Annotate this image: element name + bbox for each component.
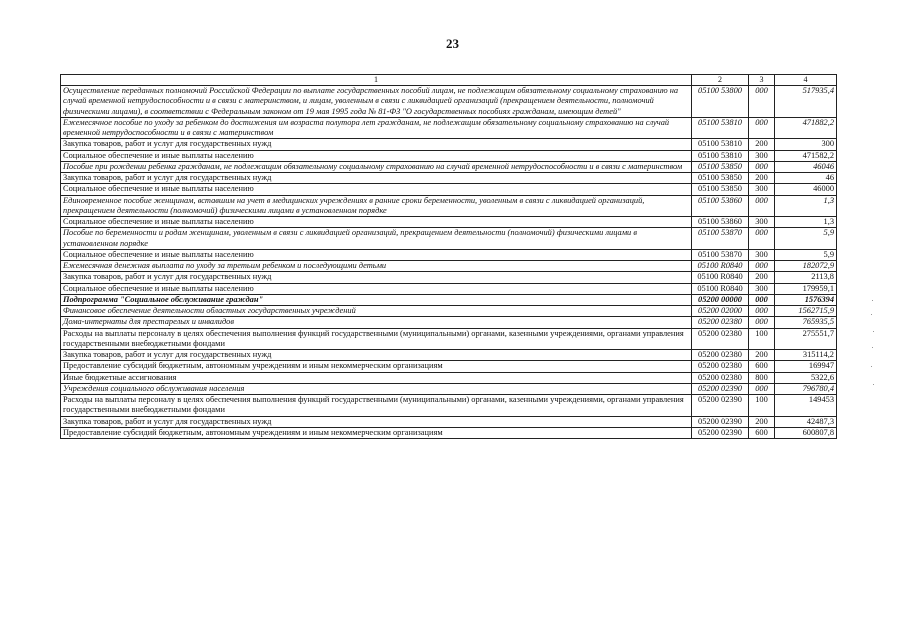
row-expense-type: 200 <box>749 416 775 427</box>
row-amount: 600807,8 <box>775 427 837 438</box>
row-code: 05200 02000 <box>692 306 749 317</box>
table-row <box>61 195 837 217</box>
table-row <box>61 228 837 250</box>
row-amount: 765935,5 <box>775 317 837 328</box>
row-name: Учреждения социального обслуживания населения <box>61 383 692 394</box>
row-amount: 149453 <box>775 395 837 417</box>
row-code: 05200 02390 <box>692 395 749 417</box>
table-row <box>61 272 837 283</box>
row-expense-type: 200 <box>749 139 775 150</box>
row-amount: 2113,8 <box>775 272 837 283</box>
row-name: Расходы на выплаты персоналу в целях обеспечения выполнения функций государственными (муниципальными) органами, казенными учреждениями, органами управления государственными внебюджетными фондами <box>61 328 692 350</box>
table-row <box>61 139 837 150</box>
table-row <box>61 117 837 139</box>
row-amount: 471882,2 <box>775 117 837 139</box>
table-row <box>61 317 837 328</box>
row-name: Закупка товаров, работ и услуг для государственных нужд <box>61 139 692 150</box>
row-code: 05100 53810 <box>692 139 749 150</box>
row-code: 05100 R0840 <box>692 261 749 272</box>
row-amount: 517935,4 <box>775 86 837 118</box>
row-expense-type: 600 <box>749 361 775 372</box>
row-code: 05200 02390 <box>692 416 749 427</box>
row-name: Иные бюджетные ассигнования <box>61 372 692 383</box>
table-body <box>61 86 837 439</box>
table-row <box>61 86 837 118</box>
row-expense-type: 000 <box>749 228 775 250</box>
row-expense-type: 000 <box>749 86 775 118</box>
row-code: 05100 53850 <box>692 161 749 172</box>
row-name: Социальное обеспечение и иные выплаты населению <box>61 150 692 161</box>
row-amount: 182072,9 <box>775 261 837 272</box>
row-code: 05200 02380 <box>692 372 749 383</box>
row-expense-type: 000 <box>749 383 775 394</box>
table-row <box>61 261 837 272</box>
table-row <box>61 372 837 383</box>
table-row <box>61 173 837 184</box>
row-amount: 1,3 <box>775 195 837 217</box>
row-name: Единовременное пособие женщинам, вставшим на учет в медицинских учреждениях в ранние сроки беременности, уволенным в связи с ликвидацией организаций, прекращением деятельности (полномочий) физическими лицами в установленном порядке <box>61 195 692 217</box>
table-row <box>61 350 837 361</box>
row-code: 05200 02380 <box>692 350 749 361</box>
header-row <box>61 75 837 86</box>
row-expense-type: 000 <box>749 161 775 172</box>
row-amount: 46 <box>775 173 837 184</box>
row-expense-type: 200 <box>749 173 775 184</box>
row-name: Социальное обеспечение и иные выплаты населению <box>61 283 692 294</box>
page-number: 23 <box>446 36 459 51</box>
row-amount: 1,3 <box>775 217 837 228</box>
row-code: 05100 53860 <box>692 217 749 228</box>
row-expense-type: 000 <box>749 317 775 328</box>
row-name: Закупка товаров, работ и услуг для государственных нужд <box>61 272 692 283</box>
row-name: Социальное обеспечение и иные выплаты населению <box>61 249 692 260</box>
row-expense-type: 300 <box>749 184 775 195</box>
scan-noise <box>871 300 875 390</box>
row-amount: 315114,2 <box>775 350 837 361</box>
row-code: 05100 53800 <box>692 86 749 118</box>
row-amount: 46000 <box>775 184 837 195</box>
header-col-1: 1 <box>61 75 692 86</box>
row-name: Пособие при рождении ребенка гражданам, не подлежащим обязательному социальному страхованию на случай временной нетрудоспособности и в связи с материнством <box>61 161 692 172</box>
row-code: 05200 02390 <box>692 427 749 438</box>
row-name: Расходы на выплаты персоналу в целях обеспечения выполнения функций государственными (муниципальными) органами, казенными учреждениями, органами управления государственными внебюджетными фондами <box>61 395 692 417</box>
table-row <box>61 184 837 195</box>
row-code: 05200 02380 <box>692 328 749 350</box>
row-expense-type: 000 <box>749 261 775 272</box>
row-code: 05100 R0840 <box>692 283 749 294</box>
row-expense-type: 000 <box>749 195 775 217</box>
row-code: 05200 00000 <box>692 294 749 305</box>
row-name: Закупка товаров, работ и услуг для государственных нужд <box>61 350 692 361</box>
row-amount: 46046 <box>775 161 837 172</box>
row-amount: 5322,6 <box>775 372 837 383</box>
row-expense-type: 100 <box>749 328 775 350</box>
table-row <box>61 306 837 317</box>
row-amount: 1576394 <box>775 294 837 305</box>
row-code: 05100 53870 <box>692 228 749 250</box>
table-row <box>61 383 837 394</box>
row-expense-type: 100 <box>749 395 775 417</box>
row-expense-type: 000 <box>749 306 775 317</box>
row-code: 05100 53870 <box>692 249 749 260</box>
row-expense-type: 300 <box>749 217 775 228</box>
row-name: Дома-интернаты для престарелых и инвалидов <box>61 317 692 328</box>
table-row <box>61 328 837 350</box>
row-amount: 471582,2 <box>775 150 837 161</box>
table-row <box>61 416 837 427</box>
row-name: Ежемесячное пособие по уходу за ребенком до достижения им возраста полутора лет гражданам, не подлежащим обязательному социальному страхованию на случай временной нетрудоспособности и в связи с материнством <box>61 117 692 139</box>
header-col-3: 3 <box>749 75 775 86</box>
row-amount: 5,9 <box>775 228 837 250</box>
row-code: 05200 02390 <box>692 383 749 394</box>
row-code: 05200 02380 <box>692 317 749 328</box>
row-code: 05100 R0840 <box>692 272 749 283</box>
budget-table <box>60 74 837 439</box>
row-amount: 275551,7 <box>775 328 837 350</box>
row-code: 05100 53860 <box>692 195 749 217</box>
row-code: 05100 53810 <box>692 117 749 139</box>
row-amount: 42487,3 <box>775 416 837 427</box>
row-name: Социальное обеспечение и иные выплаты населению <box>61 217 692 228</box>
row-expense-type: 000 <box>749 117 775 139</box>
row-name: Социальное обеспечение и иные выплаты населению <box>61 184 692 195</box>
table-row <box>61 427 837 438</box>
row-code: 05100 53810 <box>692 150 749 161</box>
row-code: 05100 53850 <box>692 173 749 184</box>
row-expense-type: 200 <box>749 272 775 283</box>
table-row <box>61 249 837 260</box>
row-amount: 796780,4 <box>775 383 837 394</box>
row-name: Ежемесячная денежная выплата по уходу за третьим ребенком и последующими детьми <box>61 261 692 272</box>
row-name: Финансовое обеспечение деятельности областных государственных учреждений <box>61 306 692 317</box>
table-row <box>61 283 837 294</box>
row-expense-type: 200 <box>749 350 775 361</box>
row-name: Осуществление переданных полномочий Российской Федерации по выплате государственных пособий лицам, не подлежащим обязательному социальному страхованию на случай временной нетрудоспособности и в связи с материнством, и лицам, уволенным в связи с ликвидацией организаций (прекращением деятельности, полномочий физическими лицами), в соответствии с Федеральным законом от 19 мая 1995 года № 81-ФЗ "О государственных пособиях гражданам, имеющим детей" <box>61 86 692 118</box>
row-expense-type: 300 <box>749 249 775 260</box>
row-code: 05200 02380 <box>692 361 749 372</box>
table-row <box>61 217 837 228</box>
row-amount: 179959,1 <box>775 283 837 294</box>
row-code: 05100 53850 <box>692 184 749 195</box>
table-row <box>61 161 837 172</box>
header-col-4: 4 <box>775 75 837 86</box>
row-expense-type: 300 <box>749 283 775 294</box>
header-col-2: 2 <box>692 75 749 86</box>
row-amount: 300 <box>775 139 837 150</box>
row-expense-type: 600 <box>749 427 775 438</box>
row-expense-type: 800 <box>749 372 775 383</box>
row-amount: 1562715,9 <box>775 306 837 317</box>
row-name: Закупка товаров, работ и услуг для государственных нужд <box>61 173 692 184</box>
row-name: Предоставление субсидий бюджетным, автономным учреждениям и иным некоммерческим организациям <box>61 361 692 372</box>
row-expense-type: 000 <box>749 294 775 305</box>
table-row <box>61 150 837 161</box>
table-row <box>61 294 837 305</box>
row-name: Пособие по беременности и родам женщинам, уволенным в связи с ликвидацией организаций, прекращением деятельности (полномочий) физическими лицами в установленном порядке <box>61 228 692 250</box>
table-row <box>61 395 837 417</box>
row-name: Подпрограмма "Социальное обслуживание граждан" <box>61 294 692 305</box>
row-amount: 5,9 <box>775 249 837 260</box>
row-expense-type: 300 <box>749 150 775 161</box>
table-row <box>61 361 837 372</box>
row-name: Закупка товаров, работ и услуг для государственных нужд <box>61 416 692 427</box>
row-amount: 169947 <box>775 361 837 372</box>
row-name: Предоставление субсидий бюджетным, автономным учреждениям и иным некоммерческим организациям <box>61 427 692 438</box>
